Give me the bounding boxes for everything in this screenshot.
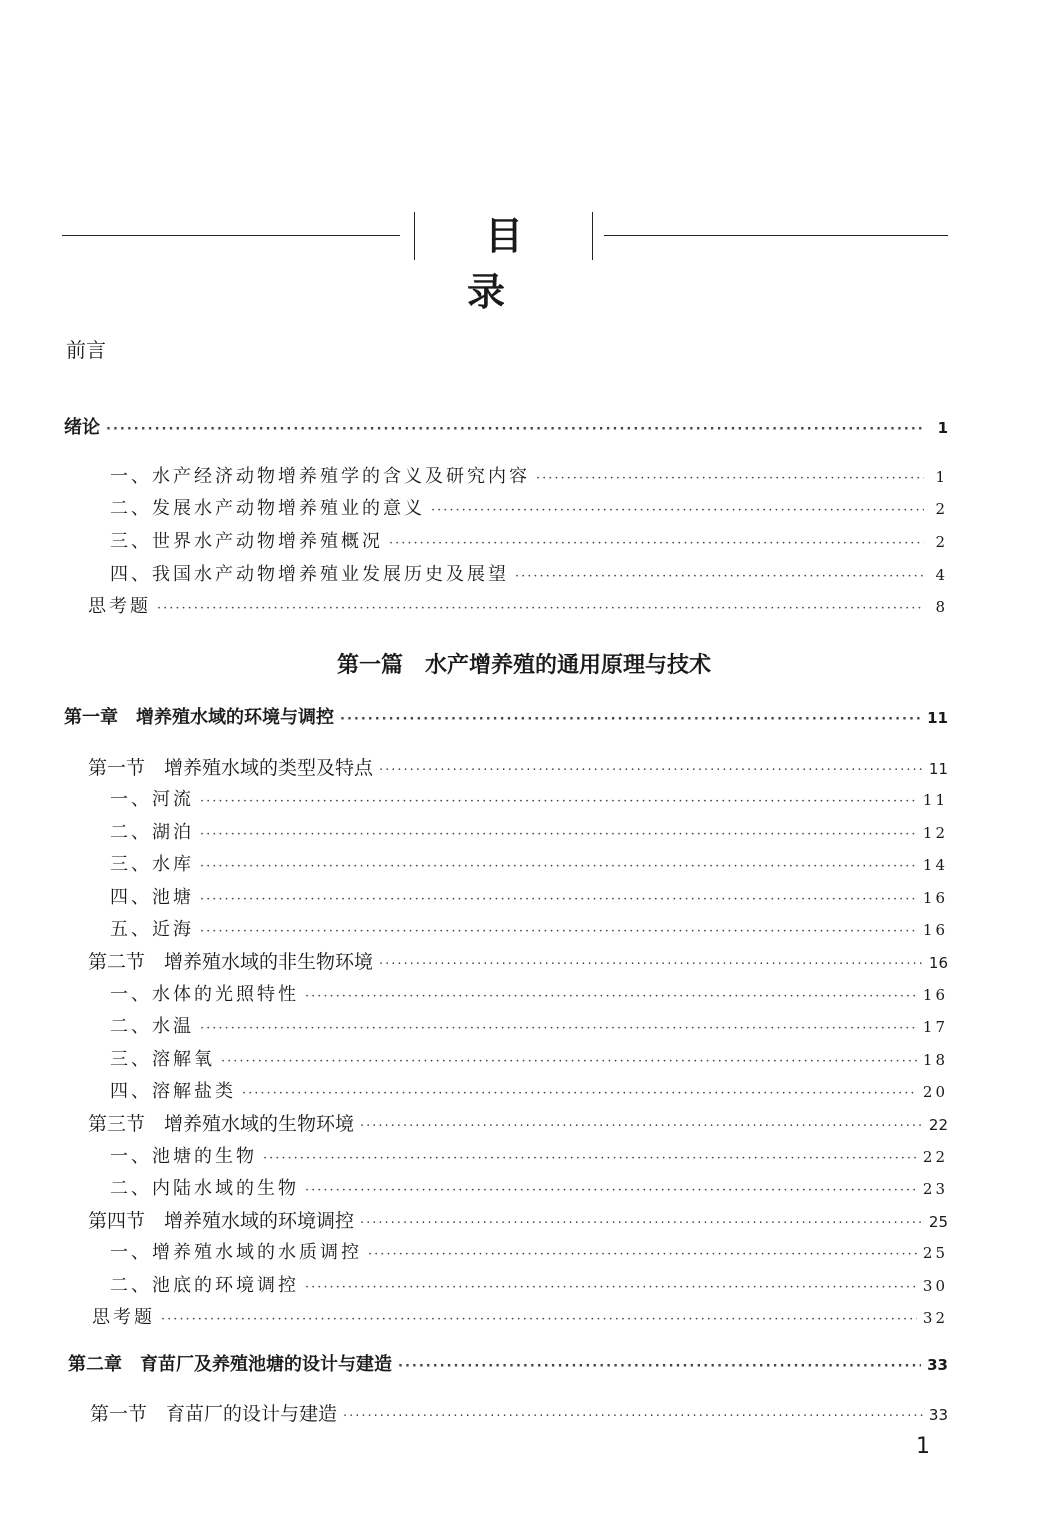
toc-entry-page: 4 [935,566,948,584]
leader-dots [360,1209,923,1239]
toc-entry [110,1271,948,1301]
leader-dots [343,1402,923,1432]
toc-entry-page: 25 [922,1244,948,1262]
title-rule-left [62,235,400,236]
toc-entry-page: 1 [935,468,948,486]
toc-title-bar [62,208,948,314]
leader-dots [200,917,917,947]
toc-entry-page: 33 [928,1406,948,1424]
toc-entry-label: 二、内陆水域的生物 [110,1178,299,1199]
toc-entry [110,850,948,880]
part-title: 第一篇 水产增养殖的通用原理与技术 [336,653,711,678]
toc-entry-label: 二、发展水产动物增养殖业的意义 [110,498,425,519]
toc-section [90,1399,948,1429]
toc-entry-label: 三、水库 [110,854,194,875]
leader-dots [221,1047,917,1077]
toc-entry-label: 一、水体的光照特性 [110,984,299,1005]
leader-dots [157,594,924,624]
leader-dots [379,950,923,980]
toc-entry-page: 22 [922,1148,948,1166]
toc-entry-label: 五、近海 [110,919,194,940]
toc-entry-label: 二、水温 [110,1016,194,1037]
toc-entry [110,1238,948,1268]
toc-entry-page: 16 [922,986,948,1004]
page-title: 目 录 [466,214,559,314]
toc-entry-page: 30 [922,1277,948,1295]
page-number: 1 [916,1434,930,1459]
leader-dots [200,820,917,850]
toc-entry-page: 12 [922,824,948,842]
toc-section [88,947,948,977]
toc-entry-label: 一、水产经济动物增养殖学的含义及研究内容 [110,466,530,487]
toc-entry-label: 第一节 增养殖水域的类型及特点 [88,757,374,779]
leader-dots [200,1014,917,1044]
toc-entry-label: 二、湖泊 [110,822,194,843]
title-bar-right [592,212,593,260]
toc-entry-label: 一、池塘的生物 [110,1146,257,1167]
toc-entry-label: 三、世界水产动物增养殖概况 [110,531,383,552]
toc-entry [110,915,948,945]
leader-dots [340,705,921,735]
toc-entry-page: 11 [922,791,948,809]
toc-entry-page: 14 [922,856,948,874]
toc-entry [110,980,948,1010]
toc-section [88,753,948,783]
toc-entry [110,785,948,815]
leader-dots [389,529,924,559]
toc-entry [110,883,948,913]
toc-entry-page: 8 [935,598,948,616]
toc-entry-page: 33 [927,1356,948,1374]
toc-entry [110,494,948,524]
toc-entry [110,462,948,492]
toc-entry-page: 1 [937,419,948,437]
toc-entry-page: 17 [922,1018,948,1036]
toc-entry-page: 16 [922,889,948,907]
toc-entry [110,1045,948,1075]
toc-entry [110,1142,948,1172]
toc-entry-page: 32 [922,1309,948,1327]
leader-dots [368,1240,917,1270]
toc-entry [92,1303,948,1333]
toc-entry-label: 思考题 [88,596,151,617]
toc-entry-page: 2 [935,500,948,518]
toc-entry [110,1012,948,1042]
toc-entry-label: 四、池塘 [110,887,194,908]
toc-entry [110,560,948,590]
leader-dots [242,1079,917,1109]
toc-entry-page: 2 [935,533,948,551]
leader-dots [305,1273,917,1303]
toc-entry [64,413,948,443]
toc-entry-label: 第一节 育苗厂的设计与建造 [90,1403,338,1425]
toc-entry-page: 11 [927,709,948,727]
leader-dots [200,787,917,817]
toc-entry-page: 11 [928,760,948,778]
toc-entry-label: 第二节 增养殖水域的非生物环境 [88,951,374,973]
toc-entry-label: 一、河流 [110,789,194,810]
leader-dots [305,982,917,1012]
leader-dots [106,415,924,445]
toc-entry-label: 第三节 增养殖水域的生物环境 [88,1113,355,1135]
toc-section [88,1206,948,1236]
toc-entry [110,1174,948,1204]
preface-heading: 前言 [66,338,106,362]
toc-entry-label: 四、溶解盐类 [110,1081,236,1102]
toc-entry-label: 三、溶解氧 [110,1049,215,1070]
leader-dots [515,562,924,592]
title-bar-left [414,212,415,260]
leader-dots [200,885,917,915]
leader-dots [161,1305,917,1335]
leader-dots [263,1144,917,1174]
toc-entry-page: 16 [928,954,948,972]
leader-dots [379,756,923,786]
leader-dots [200,852,917,882]
toc-entry-label: 四、我国水产动物增养殖业发展历史及展望 [110,564,509,585]
title-rule-right [604,235,948,236]
leader-dots [398,1352,921,1382]
toc-entry-label: 二、池底的环境调控 [110,1275,299,1296]
toc-entry-page: 20 [922,1083,948,1101]
toc-entry-label: 一、增养殖水域的水质调控 [110,1242,362,1263]
toc-entry-label: 第一章 增养殖水域的环境与调控 [64,707,334,728]
toc-entry-label: 思考题 [92,1307,155,1328]
leader-dots [536,464,924,494]
toc-entry-page: 22 [928,1116,948,1134]
toc-entry-label: 第二章 育苗厂及养殖池塘的设计与建造 [68,1354,392,1375]
toc-entry [88,592,948,622]
toc-entry-page: 18 [922,1051,948,1069]
toc-entry-page: 25 [928,1213,948,1231]
leader-dots [360,1112,923,1142]
toc-entry-label: 绪论 [64,417,100,438]
toc-entry [110,818,948,848]
toc-entry-page: 16 [922,921,948,939]
leader-dots [305,1176,917,1206]
toc-entry-label: 第四节 增养殖水域的环境调控 [88,1210,355,1232]
leader-dots [431,496,924,526]
toc-section [88,1109,948,1139]
toc-chapter [68,1350,948,1380]
toc-entry [110,1077,948,1107]
toc-entry [110,527,948,557]
toc-chapter [64,703,948,733]
toc-entry-page: 23 [922,1180,948,1198]
